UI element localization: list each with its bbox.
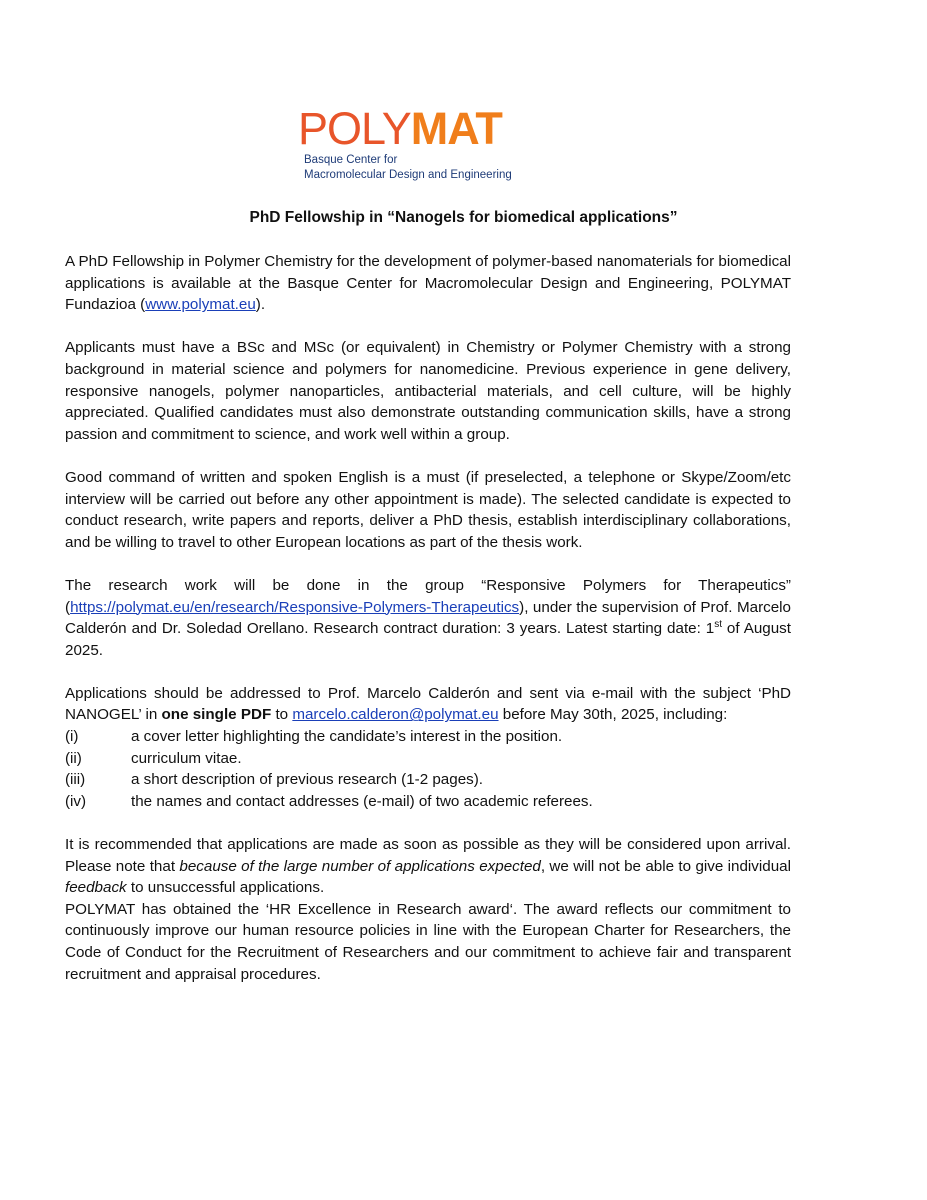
list-item-text: a cover letter highlighting the candidate’s interest in the position. xyxy=(131,728,563,746)
applications-text-c: before May 30th, 2025, including: xyxy=(498,706,728,724)
applications-text-b: to xyxy=(271,706,293,724)
research-text-b: ), under the supervision of Prof. Marcelo Calderón and Dr. Soledad Orellano. Research contract duration: 3 years. Latest starting date: 1 xyxy=(65,598,791,638)
paragraph-recommendation xyxy=(65,834,791,899)
applications-text-a: Applications should be addressed to Prof. Marcelo Calderón and sent via e-mail with the subject ‘PhD NANOGEL’ in xyxy=(65,684,791,724)
intro-text: A PhD Fellowship in Polymer Chemistry for the development of polymer-based nanomaterials for biomedical applications is available at the Basque Center for Macromolecular Design and Engineering, POLYMAT Fundazioa ( xyxy=(65,253,791,314)
paragraph-applications xyxy=(65,683,791,726)
list-item-text: a short description of previous research (1-2 pages). xyxy=(131,771,484,789)
list-item-number: (iii) xyxy=(65,771,86,789)
document-body xyxy=(65,251,791,1007)
list-item-number: (i) xyxy=(65,728,79,746)
contact-email-link[interactable]: marcelo.calderon@polymat.eu xyxy=(292,706,499,724)
paragraph-english: Good command of written and spoken English is a must (if preselected, a telephone or Skype/Zoom/etc interview will be carried out before any other appointment is made). The selected candidate is expected to conduct research, write papers and reports, deliver a PhD thesis, establish interdisciplinary collaborations, and be willing to travel to other European locations as part of the thesis work. xyxy=(65,468,791,551)
paragraph-intro xyxy=(65,251,791,316)
polymat-logo xyxy=(298,103,538,183)
recommendation-italic-b: feedback xyxy=(65,879,127,897)
logo-mat: MAT xyxy=(410,103,502,154)
list-item-text: the names and contact addresses (e-mail) of two academic referees. xyxy=(131,792,593,810)
ordinal-suffix: st xyxy=(714,619,722,631)
research-text-c: of August 2025. xyxy=(65,620,791,659)
polymat-website-link[interactable]: www.polymat.eu xyxy=(145,296,256,314)
intro-end: ). xyxy=(255,296,266,314)
research-text-a: The research work will be done in the group “Responsive Polymers for Therapeutics” ( xyxy=(65,576,791,616)
recommendation-text-a: It is recommended that applications are made as soon as possible as they will be considered upon arrival. Please note that xyxy=(65,836,791,875)
applications-bold: one single PDF xyxy=(161,706,272,724)
document-title: PhD Fellowship in “Nanogels for biomedical applications” xyxy=(249,209,678,226)
list-item xyxy=(65,726,791,748)
recommendation-italic-a: because of the large number of applications expected xyxy=(179,857,541,875)
logo-wordmark xyxy=(298,103,538,154)
list-item xyxy=(65,791,791,813)
list-item-number: (iv) xyxy=(65,792,87,810)
paragraph-hr-award: POLYMAT has obtained the ‘HR Excellence in Research award‘. The award reflects our commitment to continuously improve our human resource policies in line with the European Charter for Researchers, the Code of Conduct for the Recruitment of Researchers and our commitment to achieve fair and transparent recruitment and appraisal procedures. xyxy=(65,900,791,983)
requirements-list xyxy=(65,726,791,812)
recommendation-text-c: to unsuccessful applications. xyxy=(126,879,325,897)
recommendation-text-b: , we will not be able to give individual xyxy=(540,857,791,875)
logo-subtitle xyxy=(304,153,538,183)
logo-subtitle-line2: Macromolecular Design and Engineering xyxy=(304,169,512,181)
paragraph-research-group xyxy=(65,575,791,661)
logo-poly: POLY xyxy=(298,103,411,154)
list-item-number: (ii) xyxy=(65,749,82,767)
paragraph-requirements: Applicants must have a BSc and MSc (or equivalent) in Chemistry or Polymer Chemistry with a strong background in material science and polymers for nanomedicine. Previous experience in gene delivery, responsive nanogels, polymer nanoparticles, antibacterial materials, and cell culture, will be highly appreciated. Qualified candidates must also demonstrate outstanding communication skills, have a strong passion and commitment to science, and work well within a group. xyxy=(65,339,791,443)
list-item xyxy=(65,748,791,770)
research-group-link[interactable]: https://polymat.eu/en/research/Responsive-Polymers-Therapeutics xyxy=(70,598,520,616)
list-item xyxy=(65,769,791,791)
list-item-text: curriculum vitae. xyxy=(131,749,242,767)
logo-subtitle-line1: Basque Center for xyxy=(304,154,398,166)
